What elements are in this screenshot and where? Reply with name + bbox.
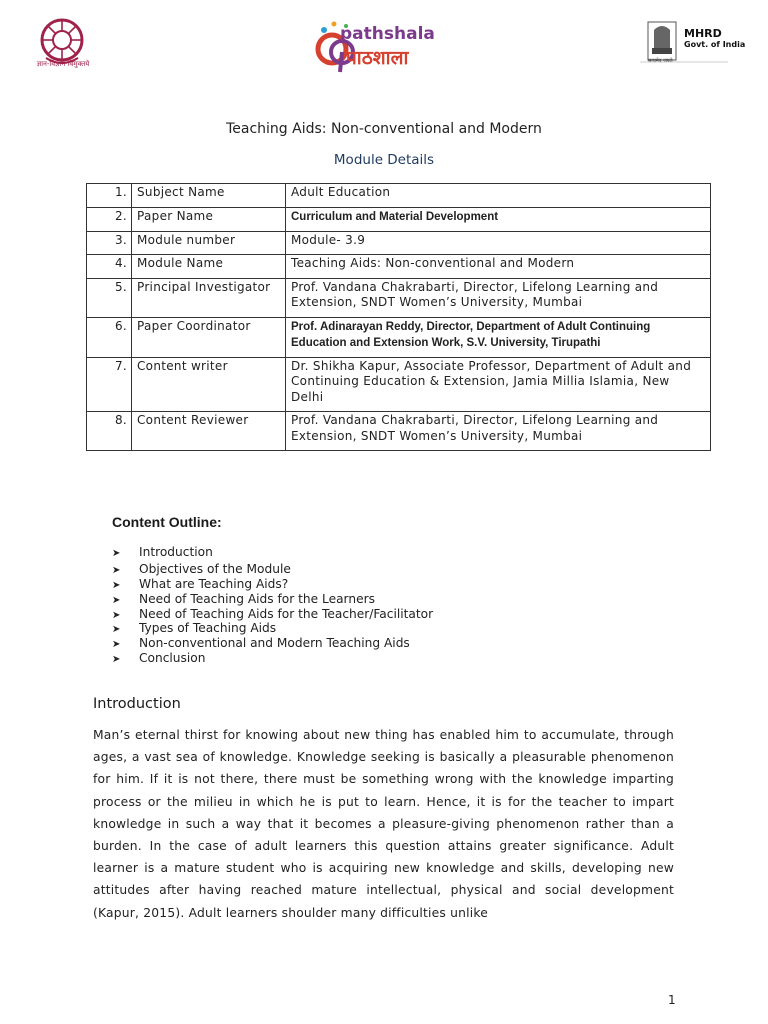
list-item — [112, 577, 433, 592]
row-label: Paper Coordinator — [132, 317, 286, 357]
row-number: 5. — [87, 278, 132, 317]
list-item — [112, 545, 433, 560]
module-details-table — [86, 183, 711, 451]
row-value: Dr. Shikha Kapur, Associate Professor, Department of Adult and Continuing Education & Extension, Jamia Millia Islamia, New Delhi — [286, 357, 711, 412]
arrow-bullet-icon: ➤ — [112, 624, 121, 636]
table-row — [87, 412, 711, 451]
arrow-bullet-icon: ➤ — [112, 579, 121, 591]
table-row — [87, 207, 711, 231]
table-row — [87, 317, 711, 357]
arrow-bullet-icon: ➤ — [112, 654, 121, 666]
content-outline-list — [112, 545, 433, 666]
row-number: 4. — [87, 255, 132, 279]
mhrd-subtitle: Govt. of India — [684, 40, 746, 49]
arrow-bullet-icon: ➤ — [112, 639, 121, 651]
outline-item-label: Conclusion — [139, 651, 206, 666]
mhrd-title: MHRD — [684, 27, 722, 40]
outline-item-label: Objectives of the Module — [139, 561, 291, 576]
table-row — [87, 278, 711, 317]
introduction-heading: Introduction — [93, 696, 181, 712]
ugc-caption: ज्ञान-विज्ञान विमुक्तये — [36, 60, 90, 68]
list-item — [112, 621, 433, 636]
row-value: Prof. Vandana Chakrabarti, Director, Lifelong Learning and Extension, SNDT Women’s University, Mumbai — [286, 412, 711, 451]
row-value: Teaching Aids: Non-conventional and Modern — [286, 255, 711, 279]
row-number: 7. — [87, 357, 132, 412]
table-row — [87, 357, 711, 412]
row-label: Content Reviewer — [132, 412, 286, 451]
list-item — [112, 651, 433, 666]
row-label: Module number — [132, 231, 286, 255]
page-number: 1 — [668, 993, 676, 1007]
outline-item-label: Need of Teaching Aids for the Teacher/Facilitator — [139, 606, 434, 621]
outline-item-label: Need of Teaching Aids for the Learners — [139, 591, 375, 606]
arrow-bullet-icon: ➤ — [112, 594, 121, 606]
outline-item-label: Non-conventional and Modern Teaching Aids — [139, 636, 410, 651]
mhrd-caption: सत्यमेव जयते — [648, 58, 673, 64]
document-subtitle: Module Details — [333, 152, 435, 168]
table-row — [87, 255, 711, 279]
arrow-bullet-icon: ➤ — [112, 564, 121, 576]
table-row — [87, 184, 711, 208]
row-label: Module Name — [132, 255, 286, 279]
list-item — [112, 607, 433, 622]
row-value: Adult Education — [286, 184, 711, 208]
outline-item-label: Introduction — [139, 545, 213, 559]
row-number: 3. — [87, 231, 132, 255]
row-value: Prof. Vandana Chakrabarti, Director, Lifelong Learning and Extension, SNDT Women’s University, Mumbai — [286, 278, 711, 317]
arrow-bullet-icon: ➤ — [112, 609, 121, 621]
row-number: 6. — [87, 317, 132, 357]
row-value: Prof. Adinarayan Reddy, Director, Department of Adult Continuing Education and Extension Work, S.V. University, Tirupathi — [286, 317, 711, 357]
arrow-bullet-icon: ➤ — [112, 548, 121, 559]
epathshala-text: pathshala — [340, 24, 435, 44]
table-row — [87, 231, 711, 255]
row-label: Principal Investigator — [132, 278, 286, 317]
list-item — [112, 562, 433, 577]
row-number: 8. — [87, 412, 132, 451]
row-label: Subject Name — [132, 184, 286, 208]
introduction-paragraph: Man’s eternal thirst for knowing about new thing has enabled him to accumulate, through ages, a vast sea of knowledge. Knowledge seeking is basically a pleasurable phenomenon for him. If it is not there, there must be something wrong with the knowledge imparting process or the milieu in which he is put to learn. Hence, it is for the teacher to impart knowledge in such a way that it becomes a pleasure-giving phenomenon rather than a burden. In the case of adult learners this question attains greater significance. Adult learner is a mature student who is acquiring new knowledge and skills, developing new attitudes after having reached mature intellectual, physical and social development (Kapur, 2015). Adult learners shoulder many difficulties unlike — [93, 728, 674, 920]
row-number: 1. — [87, 184, 132, 208]
outline-item-label: What are Teaching Aids? — [139, 576, 289, 591]
row-value: Curriculum and Material Development — [286, 207, 711, 231]
row-label: Paper Name — [132, 207, 286, 231]
content-outline-heading: Content Outline: — [112, 514, 222, 530]
row-label: Content writer — [132, 357, 286, 412]
row-value: Module- 3.9 — [286, 231, 711, 255]
document-title: Teaching Aids: Non-conventional and Modern — [226, 121, 542, 137]
page-header — [0, 0, 768, 80]
list-item — [112, 592, 433, 607]
row-number: 2. — [87, 207, 132, 231]
outline-item-label: Types of Teaching Aids — [139, 621, 277, 636]
list-item — [112, 636, 433, 651]
epathshala-hindi-text: पाठशाला — [346, 47, 409, 69]
